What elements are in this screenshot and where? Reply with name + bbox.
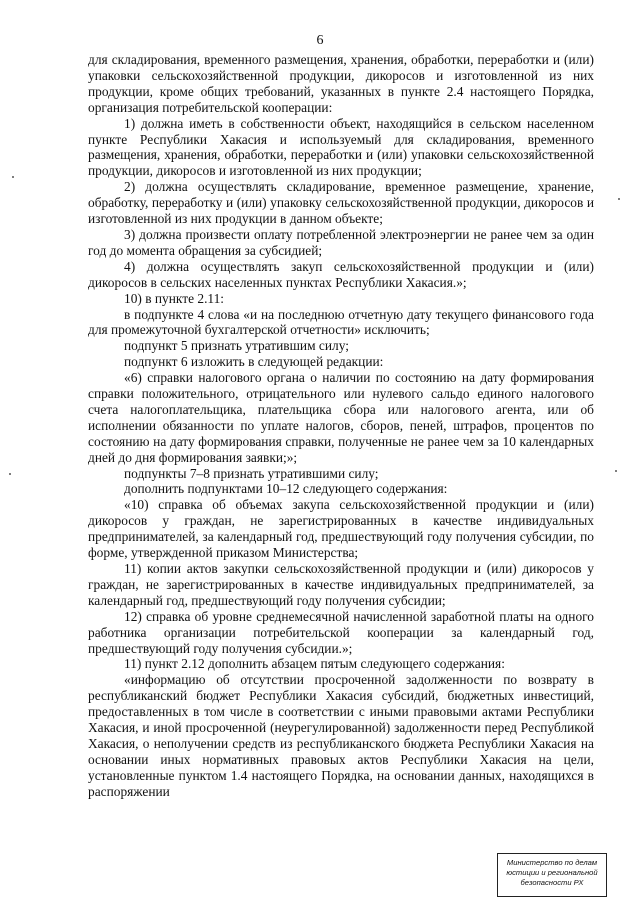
paragraph: 12) справка об уровне среднемесячной начисленной заработной платы на одного работника организации потребительской кооперации за календарный год, предшествующий году получения субсидии.»; (88, 608, 594, 656)
paragraph: «6) справки налогового органа о наличии по состоянию на дату формирования справки положительного, отрицательного или нулевого сальдо единого налогового счета налогоплательщика, плательщика сбора или налогового агента, или об исполнении обязанности по уплате налогов, сборов, пеней, штрафов, процентов по состоянию на дату формирования справки, полученные не ранее чем за 10 календарных дней до дня формирования заявки;»; (88, 370, 594, 465)
paragraph: дополнить подпунктами 10–12 следующего содержания: (124, 481, 448, 497)
paragraph: «10) справка об объемах закупа сельскохозяйственной продукции и (или) дикоросов у граждан, не зарегистрированных в качестве индивидуальных предпринимателей, за календарный год, предшествующий году получения субсидии, по форме, утвержденной приказом Министерства; (88, 497, 594, 561)
stamp-line-2: юстиции и региональной (506, 868, 598, 877)
paragraph: 11) копии актов закупки сельскохозяйственной продукции и (или) дикоросов у граждан, не зарегистрированных в качестве индивидуальных предпринимателей, за календарный год, предшествующий году получения субсидии; (88, 561, 594, 608)
registration-stamp (497, 853, 607, 897)
scan-speck (618, 198, 620, 200)
stamp-line-1: Министерство по делам (506, 858, 598, 867)
scan-speck (9, 473, 11, 475)
paragraph: 2) должна осуществлять складирование, временное размещение, хранение, обработку, переработку и (или) упаковку сельскохозяйственной продукции, дикоросов и изготовленной из них продукции в данном объекте; (88, 179, 594, 227)
paragraph: «информацию об отсутствии просроченной задолженности по возврату в республиканский бюджет Республики Хакасия субсидий, бюджетных инвестиций, предоставленных в том числе в соответствии с иными правовыми актами Республики Хакасия, и иной просроченной (неурегулированной) задолженности перед Республикой Хакасия, о неполучении средств из республиканского бюджета Республики Хакасия на основании иных нормативных правовых актов Республики Хакасия на цели, установленные пунктом 1.4 настоящего Порядка, на основании данных, находящихся в распоряжении (88, 672, 594, 799)
paragraph: подпункт 5 признать утратившим силу; (124, 338, 349, 354)
paragraph: 1) должна иметь в собственности объект, находящийся в сельском населенном пункте Республики Хакасия и используемый для складирования, временного размещения, хранения, обработки, переработки и (или) упаковки сельскохозяйственной продукции, дикоросов и изготовленной из них продукции; (88, 115, 594, 179)
paragraph: 10) в пункте 2.11: (124, 290, 225, 306)
scan-speck (615, 470, 617, 472)
paragraph: 4) должна осуществлять закуп сельскохозяйственной продукции и (или) дикоросов в сельских населенных пунктах Республики Хакасия.»; (88, 258, 594, 290)
paragraph: для складирования, временного размещения, хранения, обработки, переработки и (или) упаковки сельскохозяйственной продукции, дикоросов и изготовленной из них продукции, кроме общих требований, указанных в пункте 2.4 настоящего Порядка, организация потребительской кооперации: (88, 52, 594, 115)
paragraph: 3) должна произвести оплату потребленной электроэнергии не ранее чем за один год до момента обращения за субсидией; (88, 226, 594, 258)
scan-speck (12, 176, 14, 178)
stamp-line-3: безопасности РХ (520, 878, 584, 887)
page-number: 6 (316, 33, 324, 48)
paragraph: подпункты 7–8 признать утратившими силу; (124, 465, 379, 481)
paragraph: подпункт 6 изложить в следующей редакции: (124, 354, 384, 370)
paragraph: 11) пункт 2.12 дополнить абзацем пятым следующего содержания: (124, 656, 505, 672)
paragraph: в подпункте 4 слова «и на последнюю отчетную дату текущего финансового года для промежуточной бухгалтерской отчетности» исключить; (88, 306, 594, 338)
document-body (88, 52, 594, 800)
